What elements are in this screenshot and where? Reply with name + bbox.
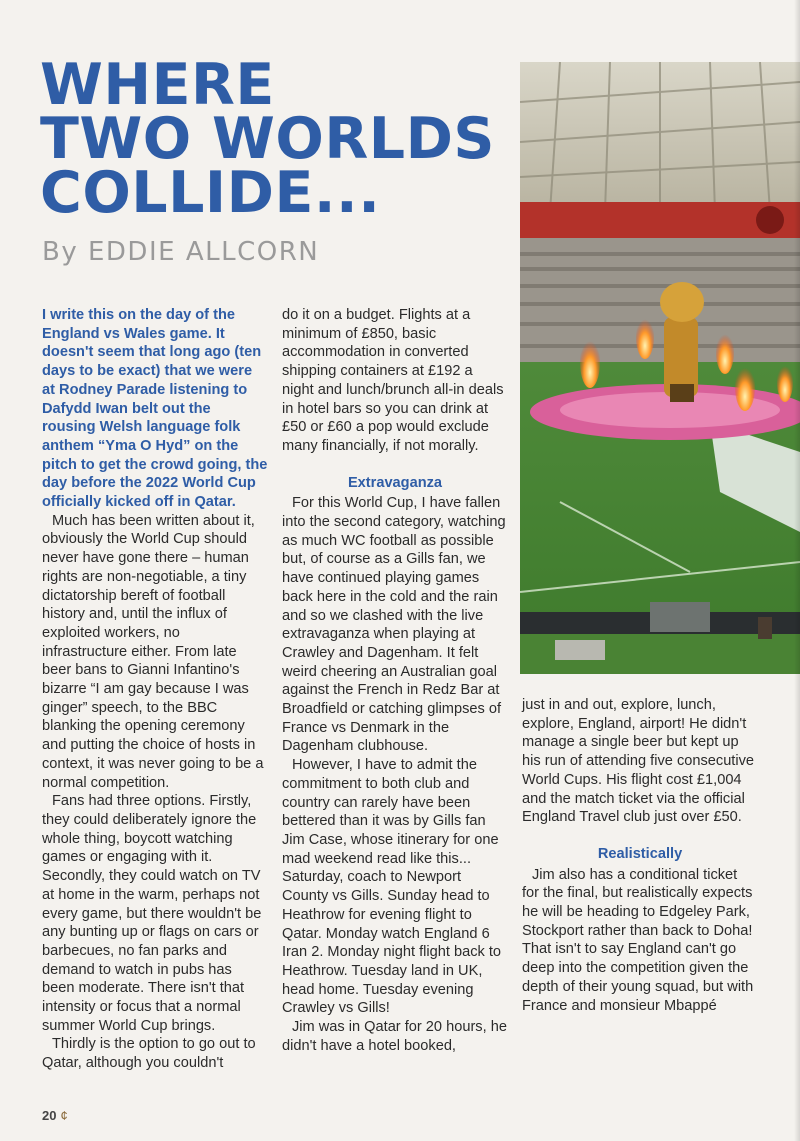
subheading-realistically: Realistically <box>597 845 683 862</box>
body-paragraph: do it on a budget. Flights at a minimum of £850, basic accommodation in converted shipping containers at £192 a night and lunch/brunch all-in deals in hotel bars so you can drink at £50 or £60 a pop would exclude many financially, if not morally. <box>282 307 504 454</box>
body-paragraph: Jim also has a conditional ticket for the final, but realistically expects he will be heading to Edgeley Park, Stockport rather than back to Doha! That isn't to say England can't go deep into the competition given the depth of their young squad, but with France and monsieur Mbappé <box>522 866 754 1014</box>
column-1 <box>42 306 268 1073</box>
page-mark: ¢ <box>60 1108 68 1123</box>
body-paragraph: However, I have to admit the commitment to both club and country can rarely have been bettered than it was by Gills fan Jim Case, whose itinerary for one mad weekend read like this... Saturday, coach to Newport County vs Gills. Sunday head to Heathrow for evening flight to Qatar. Monday watch England 6 Iran 2. Monday night flight back to Heathrow. Tuesday land in UK, head home. Tuesday evening Crawley vs Gills! <box>282 757 502 1017</box>
body-paragraph: Jim was in Qatar for 20 hours, he didn't have a hotel booked, <box>282 1019 507 1054</box>
subheading-extravaganza: Extravaganza <box>347 474 443 491</box>
page-edge-shadow <box>794 0 800 1141</box>
headline-line-3: COLLIDE... <box>40 160 381 226</box>
headline-line-2: TWO WORLDS <box>40 106 495 172</box>
body-paragraph: just in and out, explore, lunch, explore, England, airport! He didn't manage a single beer but kept up his run of attending five consecutive World Cups. His flight cost £1,004 and the match ticket via the official England Travel club just over £50. <box>522 697 755 826</box>
body-paragraph: For this World Cup, I have fallen into the second category, watching as much WC football as possible but, of course as a Gills fan, we have continued playing games back here in the cold and the rain and so we clashed with the live extravaganza when playing at Crawley and Dagenham. It felt weird cheering an Australian goal against the French in Redz Bar at Broadfield or catching glimpses of France vs Denmark in the Dagenham clubhouse. <box>282 495 506 755</box>
headline <box>40 52 510 226</box>
page-number-value: 20 <box>42 1108 57 1123</box>
body-paragraph: Thirdly is the option to go out to Qatar, although you couldn't <box>42 1036 256 1072</box>
stadium-photo <box>520 62 800 674</box>
column-3 <box>522 696 758 1015</box>
lede-paragraph: I write this on the day of the England vs Wales game. It doesn't seem that long ago (ten days to be exact) that we were at Rodney Parade listening to Dafydd Iwan belt out the rousing Welsh language folk anthem “Yma O Hyd” on the pitch to get the crowd going, the day before the 2022 World Cup officially kicked off in Qatar. <box>42 307 268 511</box>
headline-line-1: WHERE <box>40 52 275 118</box>
body-paragraph: Much has been written about it, obviously the World Cup should never have gone there – human rights are non-negotiable, a tiny dictatorship bereft of football history and, until the influx of exploited workers, no infrastructure either. From late beer bans to Gianni Infantino's bizarre “I am gay because I was ginger” speech, to the BBC blanking the opening ceremony and putting the choice of hosts in context, it was never going to be a normal competition. <box>42 512 264 791</box>
byline: By EDDIE ALLCORN <box>42 237 320 267</box>
page-number <box>42 1108 68 1123</box>
body-paragraph: Fans had three options. Firstly, they could deliberately ignore the whole thing, boycott watching games or engaging with it. Secondly, they could watch on TV at home in the warm, perhaps not every game, but there wouldn't be any bunting up or flags on cars or barbecues, no fan parks and demand to watch in pubs has been moderate. There isn't that intensity or focus that a normal summer World Cup brings. <box>42 793 262 1034</box>
column-2 <box>282 306 508 1055</box>
